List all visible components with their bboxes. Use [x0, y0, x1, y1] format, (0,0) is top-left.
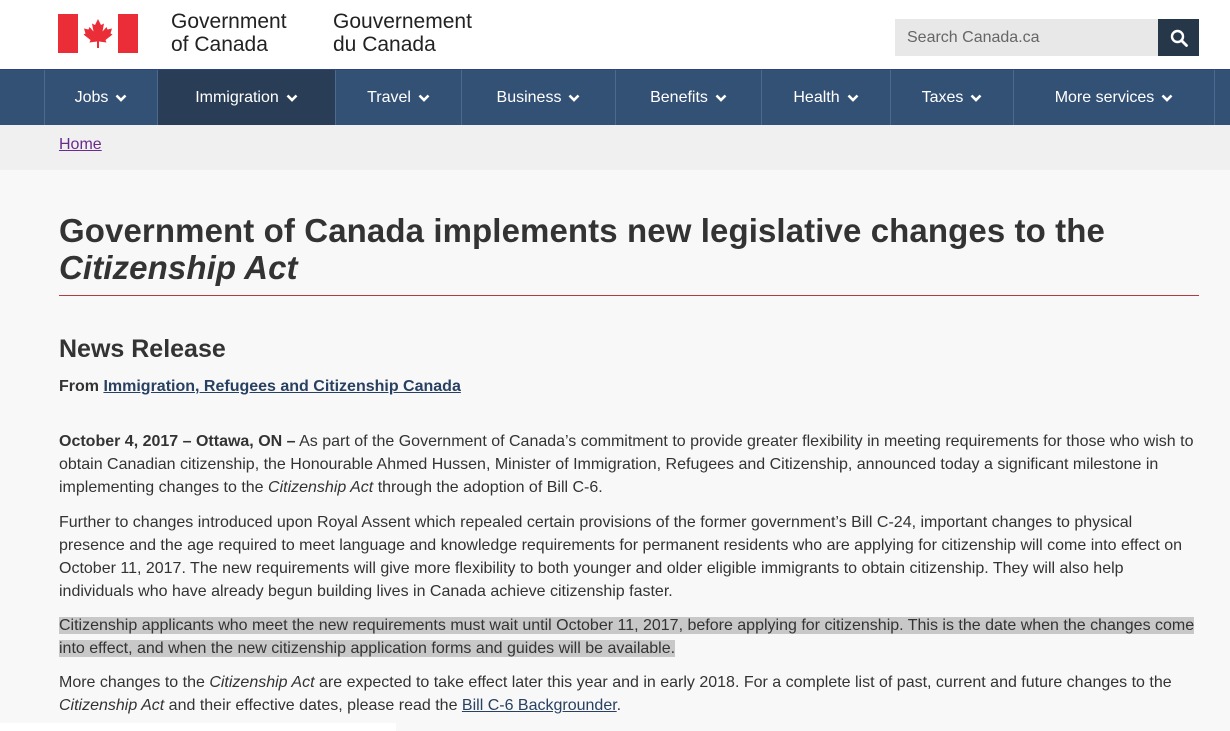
paragraph-4 — [59, 671, 1199, 717]
paragraph-4-text-a: More changes to the — [59, 674, 210, 691]
chevron-down-icon — [847, 94, 859, 102]
paragraph-2: Further to changes introduced upon Royal Assent which repealed certain provisions of the former government’s Bill C-24, important changes to physical presence and the age required to meet language and knowledge requirements for permanent residents who are applying for citizenship will come into effect on October 11, 2017. The new requirements will give more flexibility to both younger and older eligible immigrants to obtain citizenship. They will also help individuals who have already begun building lives in Canada achieve citizenship faster. — [59, 514, 1183, 600]
chevron-down-icon — [568, 94, 580, 102]
menu-label: Taxes — [921, 88, 964, 106]
wordmark-en-line2: of Canada — [171, 33, 268, 56]
title-divider — [59, 295, 1199, 296]
chevron-down-icon — [715, 94, 727, 102]
from-line — [59, 378, 1199, 396]
wordmark-en-line1: Government — [171, 10, 287, 33]
chevron-down-icon — [1161, 94, 1173, 102]
canada-flag-icon — [58, 14, 138, 53]
menu-item-immigration[interactable] — [157, 70, 335, 125]
wordmark-fr-line2: du Canada — [333, 33, 436, 56]
chevron-down-icon — [286, 94, 298, 102]
menu-item-health[interactable] — [761, 70, 890, 125]
wordmark-english[interactable] — [171, 10, 287, 56]
breadcrumb-home-link[interactable]: Home — [59, 136, 102, 153]
wordmark-fr-line1: Gouvernement — [333, 10, 472, 33]
paragraph-4-italic-2: Citizenship Act — [59, 697, 165, 714]
menu-label: More services — [1054, 88, 1155, 106]
chevron-down-icon — [970, 94, 982, 102]
paragraph-1 — [59, 430, 1199, 499]
chevron-down-icon — [115, 94, 127, 102]
main-menu — [0, 69, 1230, 125]
site-header — [0, 0, 1230, 69]
menu-item-travel[interactable] — [335, 70, 461, 125]
breadcrumb — [0, 125, 1230, 170]
paragraph-1-text-b: through the adoption of Bill C-6. — [373, 479, 603, 496]
page-title-act: Citizenship Act — [59, 249, 298, 286]
menu-label: Business — [496, 88, 562, 106]
menu-label: Jobs — [74, 88, 109, 106]
article-content — [0, 170, 1230, 717]
chevron-down-icon — [418, 94, 430, 102]
menu-item-more-services[interactable] — [1013, 70, 1215, 125]
menu-label: Health — [793, 88, 840, 106]
search-button[interactable] — [1158, 19, 1199, 56]
department-link[interactable]: Immigration, Refugees and Citizenship Canada — [103, 378, 461, 395]
search-icon — [1170, 29, 1188, 47]
menu-item-benefits[interactable] — [615, 70, 761, 125]
from-label: From — [59, 378, 99, 395]
bottom-strip — [0, 723, 396, 731]
backgrounder-link[interactable]: Bill C-6 Backgrounder — [461, 697, 617, 714]
page-title-text: Government of Canada implements new legislative changes to the — [59, 212, 1105, 249]
paragraph-1-text-a: As part of the Government of Canada’s commitment to provide greater flexibility in meeting requirements for those who wish to obtain Canadian citizenship, the Honourable Ahmed Hussen, Minister of Immigration, Refugees and Citizenship, announced today a significant milestone in implementing changes to the — [59, 433, 1194, 496]
paragraph-4-text-b: are expected to take effect later this year and in early 2018. For a complete list of past, current and future changes to the — [314, 674, 1172, 691]
paragraph-4-text-d: . — [616, 697, 622, 714]
dateline: October 4, 2017 – Ottawa, ON – — [59, 433, 296, 450]
menu-label: Benefits — [650, 88, 708, 106]
paragraph-1-italic: Citizenship Act — [268, 479, 374, 496]
menu-label: Immigration — [195, 88, 279, 106]
highlighted-text: Citizenship applicants who meet the new requirements must wait until October 11, 2017, before applying for citizenship. This is the date when the changes come into effect, and when the new citizenship application forms and guides will be available. — [59, 617, 1195, 657]
menu-item-taxes[interactable] — [890, 70, 1013, 125]
paragraph-4-text-c: and their effective dates, please read the — [164, 697, 462, 714]
section-heading: News Release — [59, 335, 226, 363]
page-title — [59, 170, 1199, 286]
menu-item-jobs[interactable] — [44, 70, 157, 125]
menu-item-business[interactable] — [461, 70, 615, 125]
paragraph-4-italic-1: Citizenship Act — [209, 674, 315, 691]
wordmark-french[interactable] — [333, 10, 472, 56]
search-form — [895, 19, 1199, 56]
search-input[interactable] — [895, 19, 1158, 56]
paragraph-3-highlighted — [59, 614, 1199, 660]
menu-label: Travel — [367, 88, 411, 106]
